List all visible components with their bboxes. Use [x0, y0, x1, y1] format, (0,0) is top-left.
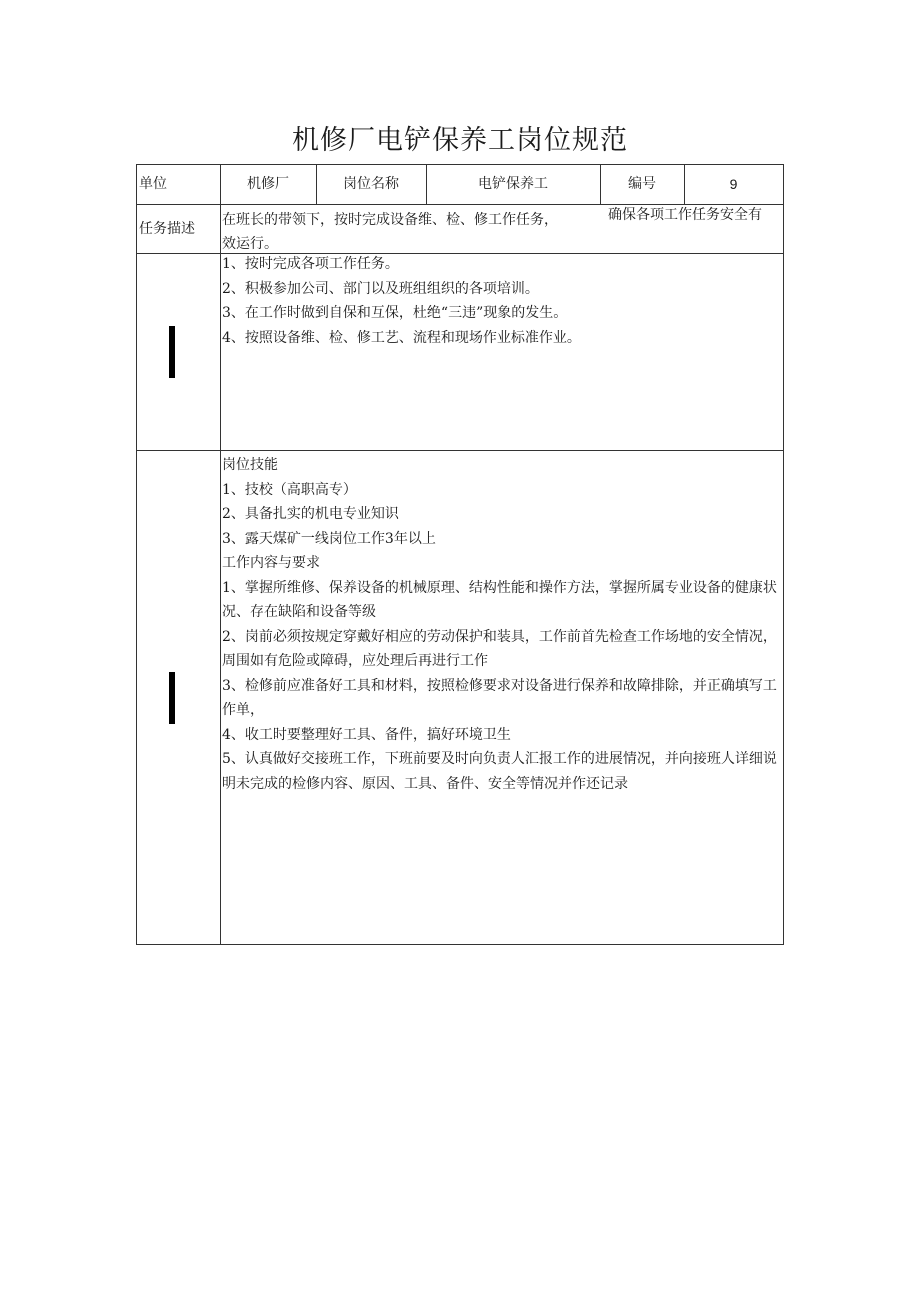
list-item: 1、掌握所维修、保养设备的机械原理、结构性能和操作方法，掌握所属专业设备的健康状况、存在缺陷和设备等级: [222, 579, 777, 620]
responsibility-list: [222, 252, 780, 350]
list-item: 3、检修前应准备好工具和材料，按照检修要求对设备进行保养和故障排除，并正确填写工作单，: [222, 677, 777, 718]
list-item: 2、具备扎实的机电专业知识: [222, 506, 399, 522]
requirements-list: [222, 453, 780, 796]
position-value: 电铲保养工: [478, 176, 548, 192]
table-border-bottom: [136, 944, 784, 945]
table-border-right: [783, 164, 784, 945]
list-item: 1、技校（高职高专）: [222, 481, 357, 498]
list-item: 4、收工时要整理好工具、备件，搞好环境卫生: [222, 726, 511, 743]
task-description-line2: 效运行。: [222, 236, 278, 252]
column-divider: [220, 164, 221, 945]
list-item: 1、按时完成各项工作任务。: [222, 256, 399, 272]
list-item: 4、按照设备维、检、修工艺、流程和现场作业标准作业。: [222, 329, 581, 346]
spec-table: [136, 164, 784, 945]
task-label: 任务描述: [139, 221, 195, 237]
skills-heading: 岗位技能: [222, 457, 278, 473]
work-heading: 工作内容与要求: [222, 555, 320, 571]
list-item: 2、岗前必须按规定穿戴好相应的劳动保护和装具，工作前首先检查工作场地的安全情况，周围如有危险或障碍，应处理后再进行工作: [222, 628, 777, 669]
task-description-line1: 在班长的带领下，按时完成设备维、检、修工作任务，: [222, 212, 558, 228]
unit-value: 机修厂: [247, 176, 289, 192]
section-marker-bar: [169, 326, 175, 378]
number-value: 9: [729, 176, 738, 192]
page-title: 机修厂电铲保养工岗位规范: [292, 125, 628, 156]
number-label: 编号: [628, 176, 656, 192]
position-label: 岗位名称: [343, 176, 399, 192]
row-divider: [136, 450, 784, 451]
list-item: 2、积极参加公司、部门以及班组组织的各项培训。: [222, 280, 539, 297]
section-marker-bar: [169, 672, 175, 724]
list-item: 5、认真做好交接班工作，下班前要及时向负责人汇报工作的进展情况，并向接班人详细说明未完成的检修内容、原因、工具、备件、安全等情况并作还记录: [222, 751, 777, 792]
table-border-left: [136, 164, 137, 945]
task-description-line1-right: 确保各项工作任务安全有: [608, 207, 762, 223]
table-border-top: [136, 164, 784, 165]
list-item: 3、在工作时做到自保和互保，杜绝“三违”现象的发生。: [222, 305, 568, 321]
unit-label: 单位: [139, 176, 167, 192]
list-item: 3、露天煤矿一线岗位工作3年以上: [222, 530, 436, 547]
